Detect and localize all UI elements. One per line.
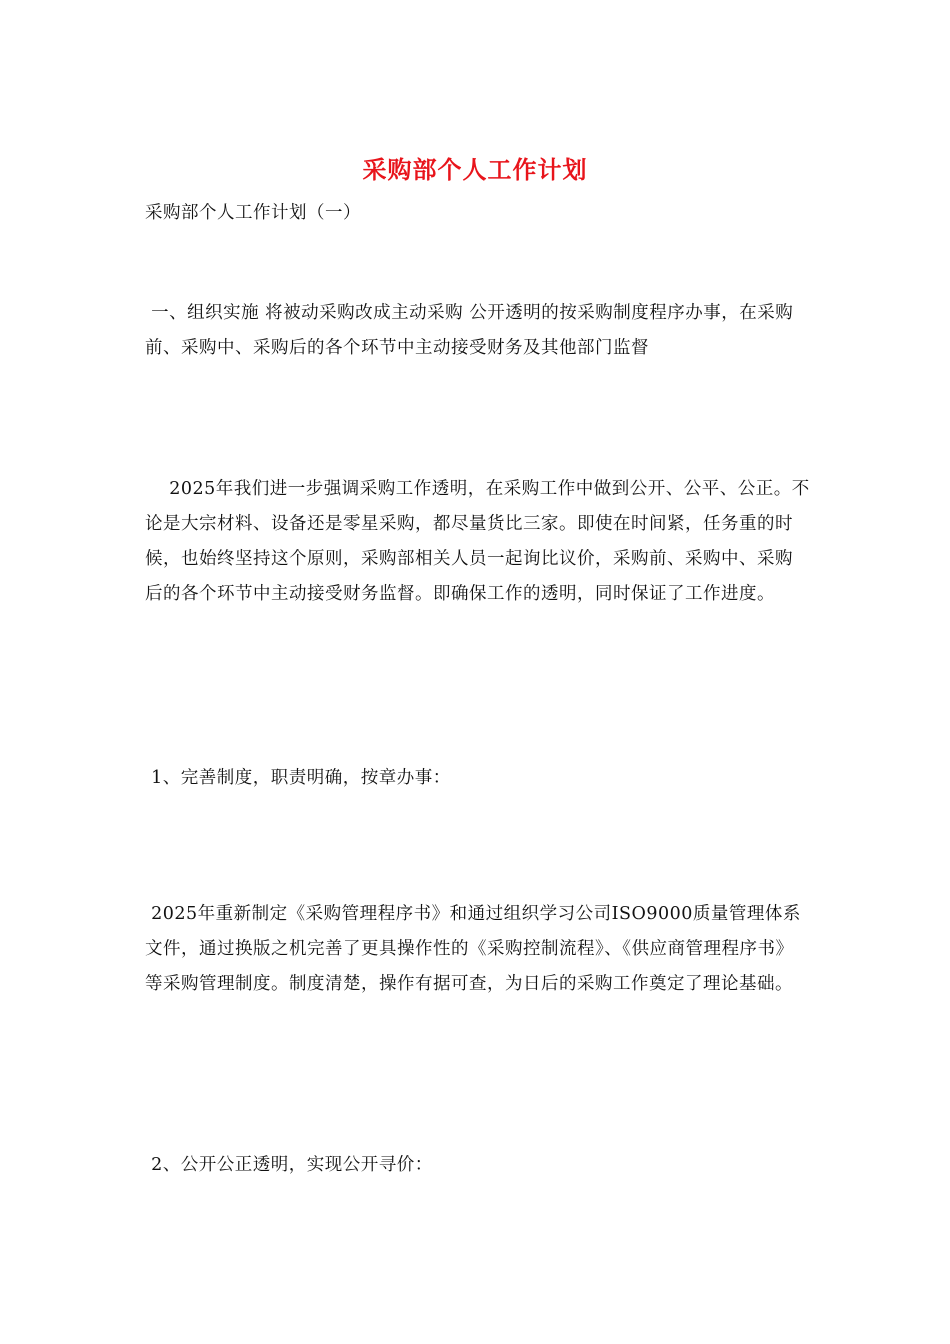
paragraph-procedures: 2025年重新制定《采购管理程序书》和通过组织学习公司ISO9000质量管理体系文件，通过换版之机完善了更具操作性的《采购控制流程》、《供应商管理程序书》等采购管理制度。制度清楚，操作有据可查，为日后的采购工作奠定了理论基础。 bbox=[145, 904, 801, 994]
document-title: 采购部个人工作计划 bbox=[362, 155, 588, 184]
paragraph-transparency: 2025年我们进一步强调采购工作透明，在采购工作中做到公开、公平、公正。不论是大宗材料、设备还是零星采购，都尽量货比三家。即使在时间紧，任务重的时候，也始终坚持这个原则，采购部相关人员一起询比议价，采购前、采购中、采购后的各个环节中主动接受财务监督。即确保工作的透明，同时保证了工作进度。 bbox=[145, 479, 810, 604]
section-heading-1: 1、完善制度，职责明确，按章办事： bbox=[145, 768, 451, 788]
document-subtitle: 采购部个人工作计划（一） bbox=[145, 203, 361, 223]
section-heading-2: 2、公开公正透明，实现公开寻价： bbox=[145, 1155, 433, 1175]
paragraph-organization: 一、组织实施 将被动采购改成主动采购 公开透明的按采购制度程序办事，在采购前、采购中、采购后的各个环节中主动接受财务及其他部门监督 bbox=[145, 303, 794, 358]
